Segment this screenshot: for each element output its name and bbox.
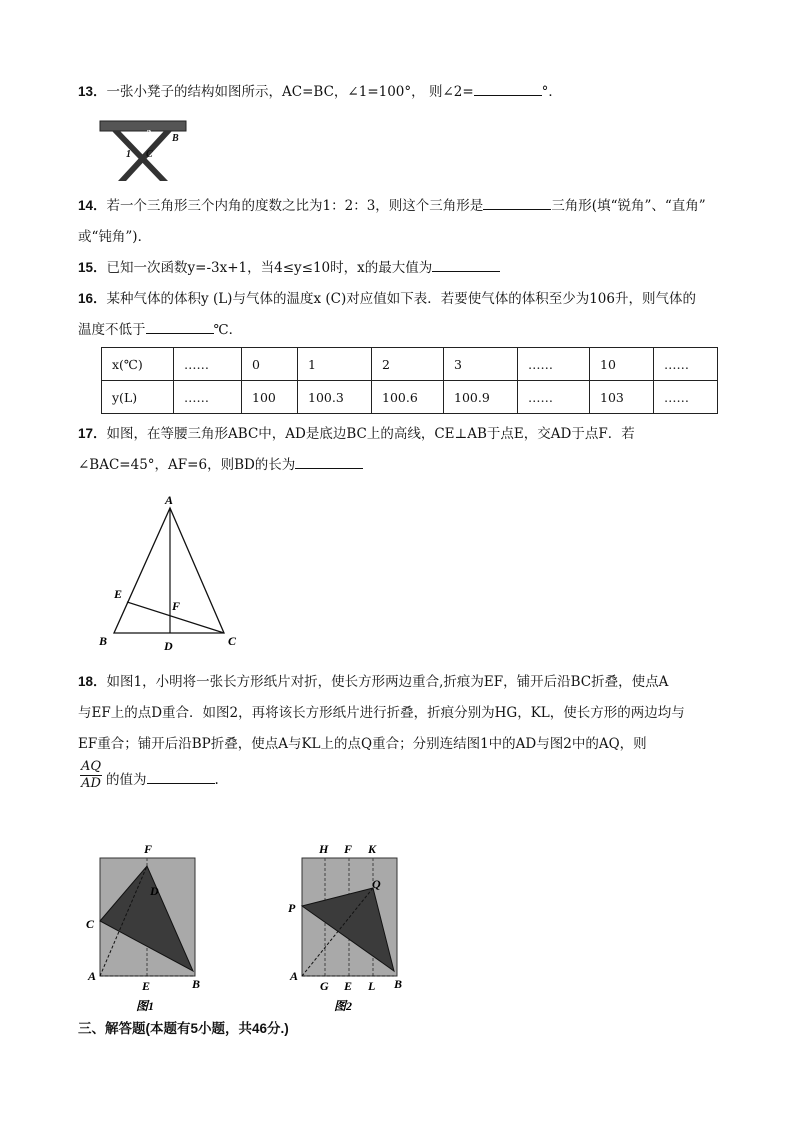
q17-line2 — [78, 456, 363, 474]
q14-number: 14． — [78, 198, 107, 213]
fraction-aq-ad — [80, 759, 102, 792]
table-cell: 100 — [242, 381, 298, 414]
fold-figure-2 — [282, 838, 417, 1018]
fig1-label-a: A — [88, 969, 97, 983]
q18-text: 如图1，小明将一张长方形纸片对折，使长方形两边重合,折痕为EF，铺开后沿BC折叠，使点A — [106, 674, 669, 690]
table-cell: y(L) — [102, 381, 174, 414]
fig1-label-e: E — [142, 979, 151, 993]
q16-text-2: 温度不低于 — [78, 322, 146, 338]
fig1-label-b: B — [192, 977, 201, 991]
fig2-label-l: L — [368, 979, 376, 993]
table-row — [102, 381, 718, 414]
fig2-label-g: G — [320, 979, 329, 993]
table-cell: …… — [174, 348, 242, 381]
q14-answer-blank[interactable] — [483, 197, 551, 210]
stool-label-1: 1 — [126, 149, 131, 160]
q15-text: 已知一次函数y=-3x+1，当4≤y≤10时，x的最大值为 — [106, 260, 433, 276]
table-cell: 2 — [372, 348, 444, 381]
table-cell: …… — [518, 381, 590, 414]
fig2-label-h: H — [319, 842, 329, 856]
q13-number: 13． — [78, 84, 107, 99]
stool-label-b: B — [172, 133, 179, 144]
q18-line2: 与EF上的点D重合．如图2，再将该长方形纸片进行折叠，折痕分别为HG，KL，使长方形的两边均与 — [78, 705, 685, 721]
table-cell: …… — [518, 348, 590, 381]
fig2-label-a: A — [290, 969, 299, 983]
q13-answer-blank[interactable] — [474, 83, 542, 96]
tri-label-b: B — [99, 634, 108, 648]
question-13 — [78, 83, 562, 101]
triangle-figure — [92, 490, 252, 655]
q18-line3: EF重合；铺开后沿BP折叠，使点A与KL上的点Q重合；分别连结图1中的AD与图2中的AQ，则 — [78, 736, 647, 752]
fig2-label-p: P — [288, 901, 296, 915]
table-cell: x(℃) — [102, 348, 174, 381]
stool-label-2: 2 — [146, 129, 151, 140]
q18-line4: 的值为 . — [106, 772, 219, 788]
question-18 — [78, 673, 668, 691]
fraction-numerator: AQ — [80, 759, 102, 774]
q18-number: 18． — [78, 674, 107, 689]
q15-answer-blank[interactable] — [432, 259, 500, 272]
tri-label-d: D — [164, 639, 173, 653]
stool-label-c: C — [146, 149, 153, 160]
tri-label-a: A — [165, 493, 174, 507]
q16-table — [101, 347, 718, 414]
table-cell: 1 — [298, 348, 372, 381]
table-row — [102, 348, 718, 381]
fig1-label-f: F — [144, 842, 153, 856]
table-cell: 3 — [444, 348, 518, 381]
table-cell: 100.6 — [372, 381, 444, 414]
table-cell: …… — [174, 381, 242, 414]
fig2-label-q: Q — [372, 877, 381, 891]
table-cell: 0 — [242, 348, 298, 381]
q14-text-2: 三角形(填“锐角”、“直角” — [551, 198, 706, 214]
q16-number: 16． — [78, 291, 107, 306]
tri-label-e: E — [114, 587, 123, 601]
q16-text-3: ℃． — [213, 322, 243, 338]
q16-line2 — [78, 321, 242, 339]
q13-text: 一张小凳子的结构如图所示，AC=BC，∠1=100°， 则∠2= — [106, 84, 474, 100]
q14-text: 若一个三角形三个内角的度数之比为1：2：3，则这个三角形是 — [106, 198, 484, 214]
q17-text: 如图，在等腰三角形ABC中，AD是底边BC上的高线，CE⊥AB于点E，交AD于点F．若 — [106, 426, 635, 442]
table-cell: 10 — [590, 348, 654, 381]
section-heading: 三、解答题(本题有5小题，共46分.) — [78, 1021, 289, 1036]
fig2-caption: 图2 — [334, 999, 353, 1013]
fig2-label-k: K — [368, 842, 377, 856]
q16-text: 某种气体的体积y (L)与气体的温度x (C)对应值如下表．若要使气体的体积至少为106升，则气体的 — [106, 291, 696, 307]
table-cell: …… — [654, 348, 718, 381]
table-cell: 103 — [590, 381, 654, 414]
question-17 — [78, 425, 635, 443]
q17-text-2: ∠BAC=45°，AF=6，则BD的长为 — [78, 457, 296, 473]
q18-text-4: 的值为 — [106, 772, 147, 788]
stool-label-a: A — [104, 133, 111, 144]
q18-answer-blank[interactable] — [147, 771, 215, 784]
q17-answer-blank[interactable] — [295, 456, 363, 469]
fig2-label-f: F — [344, 842, 353, 856]
q14-line2: 或“钝角”)． — [78, 229, 152, 245]
table-cell: 100.9 — [444, 381, 518, 414]
fig2-label-b: B — [394, 977, 403, 991]
question-14 — [78, 197, 706, 215]
question-16 — [78, 290, 696, 308]
table-cell: 100.3 — [298, 381, 372, 414]
q16-answer-blank[interactable] — [146, 321, 214, 334]
question-15 — [78, 259, 500, 277]
tri-label-f: F — [172, 599, 181, 613]
tri-label-c: C — [228, 634, 237, 648]
q15-number: 15． — [78, 260, 107, 275]
q13-text-end: °． — [541, 84, 562, 100]
fold-figure-1 — [80, 838, 220, 1018]
stool-figure — [98, 115, 190, 187]
fraction-denominator: AD — [81, 776, 101, 791]
fig1-caption: 图1 — [136, 999, 155, 1013]
q17-number: 17． — [78, 426, 107, 441]
fig2-label-e: E — [344, 979, 353, 993]
table-cell: …… — [654, 381, 718, 414]
fig1-label-c: C — [86, 917, 95, 931]
fig1-label-d: D — [150, 884, 159, 898]
